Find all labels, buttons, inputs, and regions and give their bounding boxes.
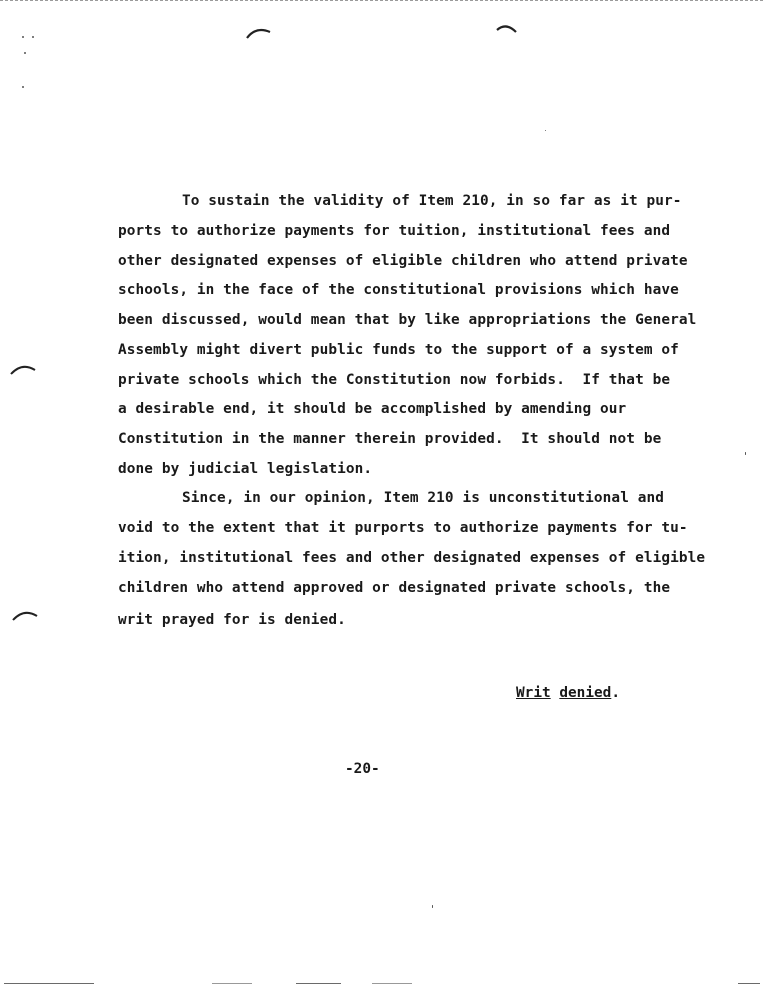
top-edge-dashes <box>0 0 763 3</box>
scan-speck <box>22 36 24 38</box>
body-line: done by judicial legislation. <box>118 461 373 477</box>
body-line: Assembly might divert public funds to the support of a system of <box>118 342 679 358</box>
bottom-edge-rule <box>738 983 760 984</box>
scan-speck <box>32 36 34 38</box>
punch-mark-left-lower <box>10 606 40 624</box>
body-line: To sustain the validity of Item 210, in so far as it pur- <box>182 193 682 209</box>
body-line: other designated expenses of eligible children who attend private <box>118 253 688 269</box>
body-line: private schools which the Constitution now forbids. If that be <box>118 372 671 388</box>
body-line: writ prayed for is denied. <box>118 612 346 628</box>
body-line: children who attend approved or designated private schools, the <box>118 580 671 596</box>
scan-speck <box>22 86 24 88</box>
disposition-word-writ: Writ <box>516 685 551 701</box>
bottom-edge-rule <box>296 983 341 984</box>
disposition <box>516 684 620 702</box>
disposition-period: . <box>611 685 620 701</box>
bottom-edge-rule <box>4 983 94 984</box>
punch-mark-top-right <box>494 20 520 38</box>
scan-speck <box>545 130 546 131</box>
scan-speck <box>745 452 746 455</box>
bottom-edge-rule <box>212 983 252 984</box>
body-line: a desirable end, it should be accomplished by amending our <box>118 401 627 417</box>
body-line: Since, in our opinion, Item 210 is unconstitutional and <box>182 490 665 506</box>
body-line: ports to authorize payments for tuition, institutional fees and <box>118 223 671 239</box>
page-number: -20- <box>345 761 380 777</box>
body-line: been discussed, would mean that by like appropriations the General <box>118 312 697 328</box>
body-line: Constitution in the manner therein provided. It should not be <box>118 431 662 447</box>
body-line: schools, in the face of the constitutional provisions which have <box>118 282 679 298</box>
disposition-word-denied: denied <box>559 685 612 701</box>
punch-mark-left-upper <box>8 360 38 378</box>
scan-speck <box>432 905 433 908</box>
punch-mark-top-left <box>244 22 274 42</box>
body-line: void to the extent that it purports to authorize payments for tu- <box>118 520 688 536</box>
bottom-edge-rule <box>372 983 412 984</box>
body-line: ition, institutional fees and other designated expenses of eligible <box>118 550 706 566</box>
scan-speck <box>24 52 26 54</box>
